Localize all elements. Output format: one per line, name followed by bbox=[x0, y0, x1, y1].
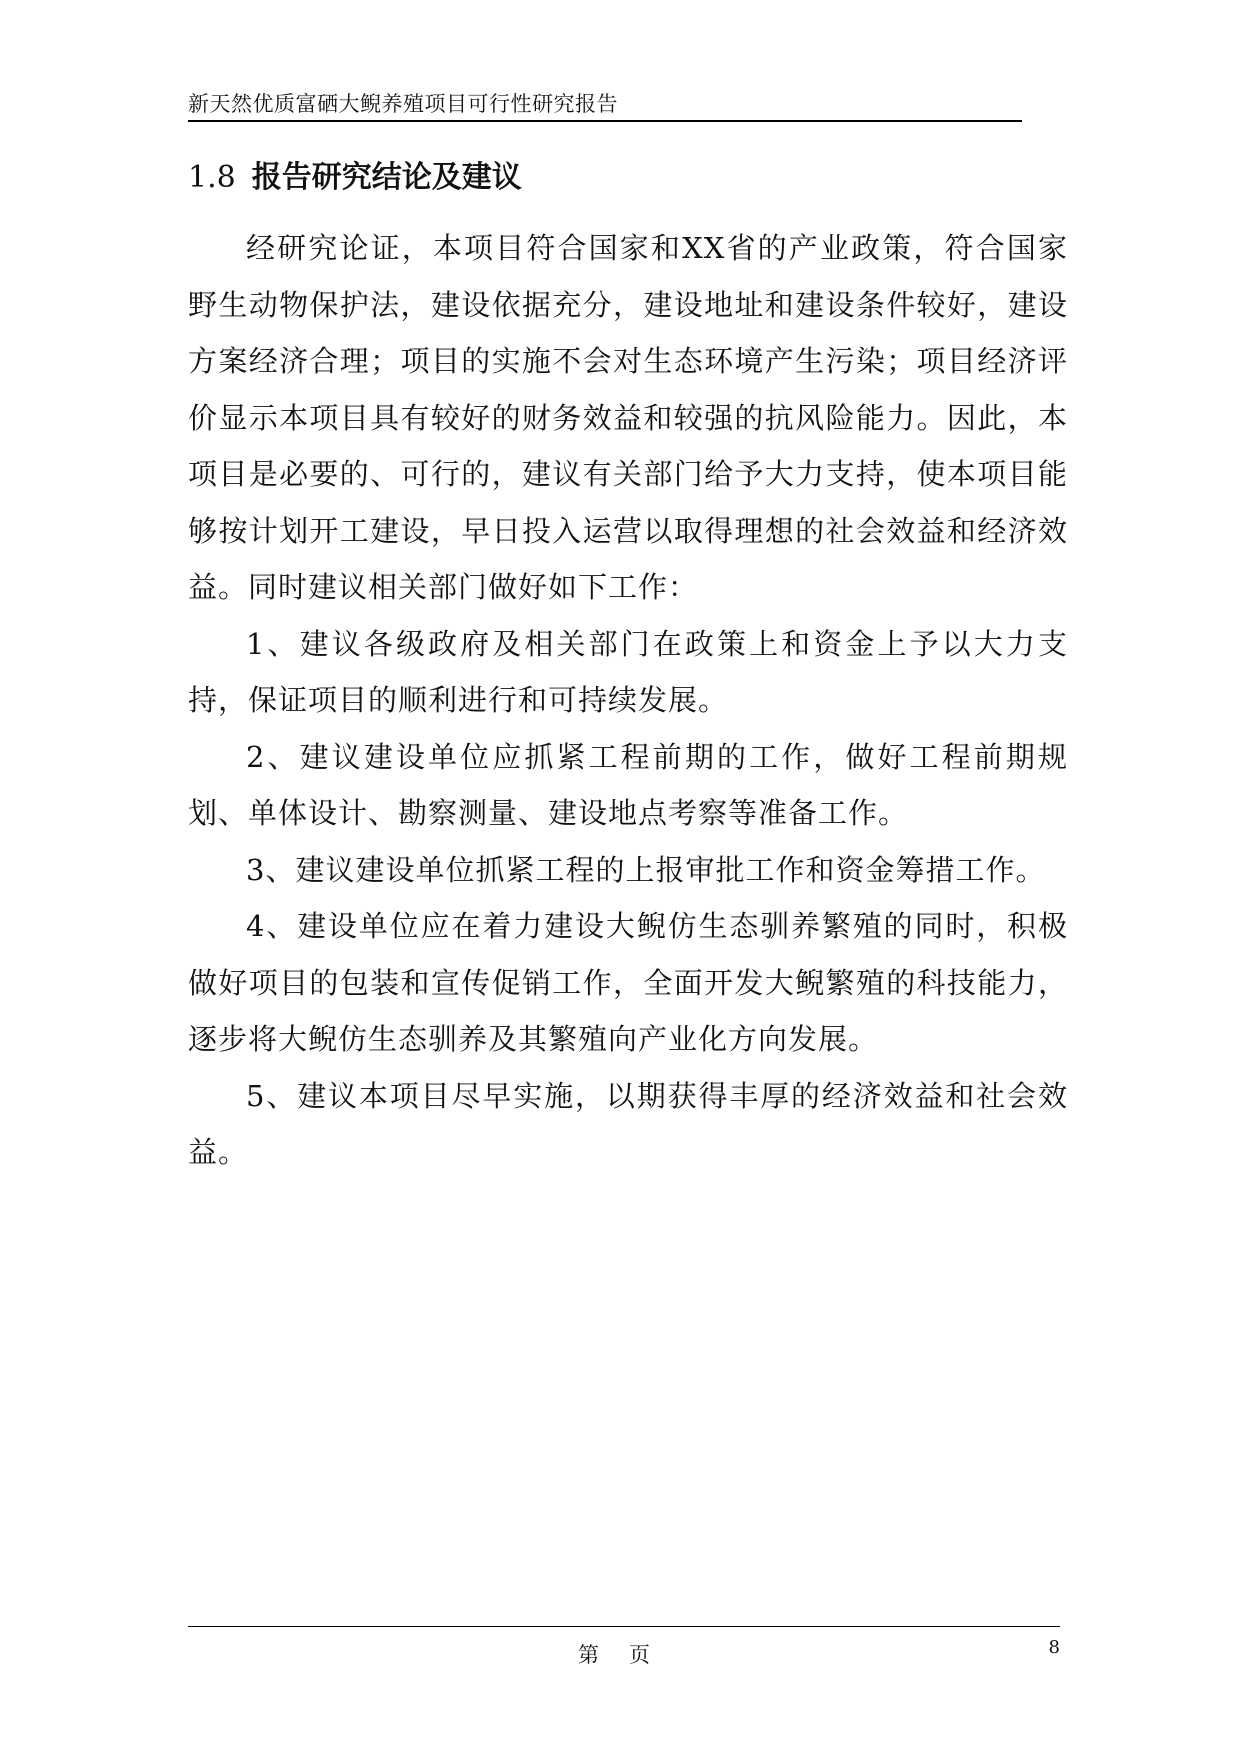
footer-page-label bbox=[578, 1639, 650, 1669]
recommendation-item: 1、建议各级政府及相关部门在政策上和资金上予以大力支持，保证项目的顺利进行和可持续发展。 bbox=[188, 626, 1068, 717]
page-number: 8 bbox=[1048, 1637, 1060, 1658]
footer-label-left: 第 bbox=[578, 1643, 599, 1667]
recommendation-item: 5、建议本项目尽早实施，以期获得丰厚的经济效益和社会效益。 bbox=[188, 1078, 1068, 1169]
body-text bbox=[188, 220, 1068, 1181]
section-title: 报告研究结论及建议 bbox=[251, 160, 522, 195]
page-header bbox=[188, 84, 1022, 122]
section-heading bbox=[188, 152, 522, 196]
recommendation-item: 2、建议建设单位应抓紧工程前期的工作，做好工程前期规划、单体设计、勘察测量、建设地点考察等准备工作。 bbox=[188, 739, 1068, 830]
recommendation-item: 4、建设单位应在着力建设大鲵仿生态驯养繁殖的同时，积极做好项目的包装和宣传促销工作，全面开发大鲵繁殖的科技能力，逐步将大鲵仿生态驯养及其繁殖向产业化方向发展。 bbox=[188, 909, 1068, 1056]
running-header-title: 新天然优质富硒大鲵养殖项目可行性研究报告 bbox=[188, 92, 618, 116]
section-number: 1.8 bbox=[188, 160, 236, 195]
page-footer bbox=[188, 1626, 1060, 1667]
conclusion-paragraph: 经研究论证，本项目符合国家和XX省的产业政策，符合国家野生动物保护法，建设依据充分，建设地址和建设条件较好，建设方案经济合理；项目的实施不会对生态环境产生污染；项目经济评价显示本项目具有较好的财务效益和较强的抗风险能力。因此，本项目是必要的、可行的，建议有关部门给予大力支持，使本项目能够按计划开工建设，早日投入运营以取得理想的社会效益和经济效益。同时建议相关部门做好如下工作： bbox=[188, 231, 1068, 604]
footer-label-right: 页 bbox=[629, 1643, 650, 1667]
recommendation-item: 3、建议建设单位抓紧工程的上报审批工作和资金筹措工作。 bbox=[246, 852, 1046, 887]
